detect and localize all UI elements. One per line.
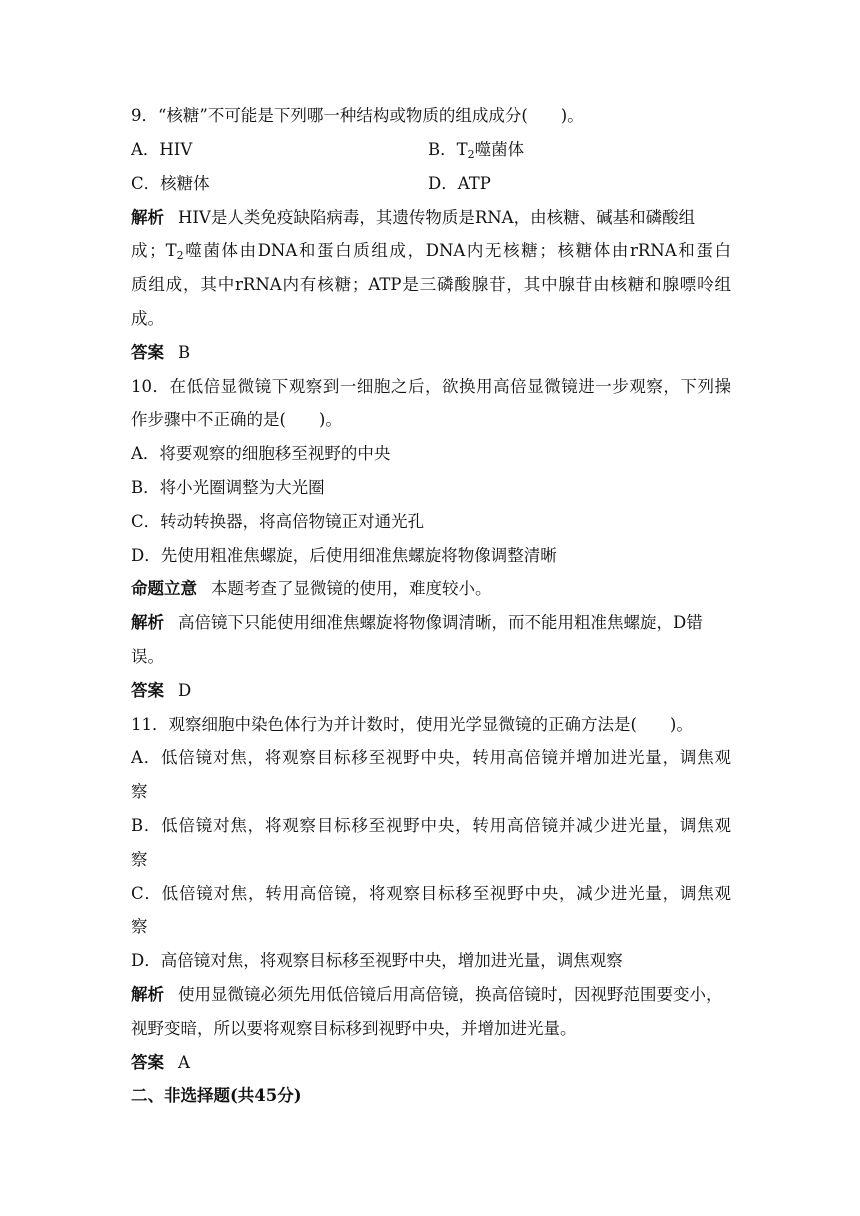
q11-option-b-line-1: B．低倍镜对焦，将观察目标移至视野中央，转用高倍镜并减少进光量，调焦观 [131,816,731,835]
q9-option-b: B．$T_2$噬菌体 [428,140,525,160]
q10-stem-line-1: 10．在低倍显微镜下观察到一细胞之后，欲换用高倍显微镜进一步观察，下列操 [131,377,731,396]
q9-option-a: A．HIV [131,140,193,159]
q10-analysis-line-1: 解析 高倍镜下只能使用细准焦螺旋将物像调清晰，而不能用粗准焦螺旋，D错 [131,613,703,632]
q11-option-b-line-2: 察 [131,850,148,869]
q11-analysis-label: 解析 [131,985,164,1004]
q10-stem-line-2: 作步骤中不正确的是( )。 [131,410,342,429]
q10-option-d: D．先使用粗准焦螺旋，后使用细准焦螺旋将物像调整清晰 [131,546,557,565]
q11-option-a-line-2: 察 [131,782,148,801]
q10-option-a: A．将要观察的细胞移至视野的中央 [131,444,391,463]
q11-option-a-line-1: A．低倍镜对焦，将观察目标移至视野中央，转用高倍镜并增加进光量，调焦观 [131,748,731,767]
q11-analysis-line-1: 解析 使用显微镜必须先用低倍镜后用高倍镜，换高倍镜时，因视野范围要变小， [131,985,723,1004]
q10-answer-label: 答案 [131,681,164,700]
q11-answer-label: 答案 [131,1053,164,1072]
q9-analysis-line-4: 成。 [131,309,164,328]
q10-answer: 答案 D [131,681,192,700]
q11-answer: 答案 A [131,1053,190,1072]
q10-analysis-label: 解析 [131,613,164,632]
q10-option-b: B．将小光圈调整为大光圈 [131,478,325,497]
section-title: 二、非选择题(共45分) [131,1086,302,1105]
q9-answer: 答案 B [131,343,191,362]
q9-analysis-label: 解析 [131,208,164,227]
q9-option-c: C．核糖体 [131,174,210,193]
q11-stem: 11．观察细胞中染色体行为并计数时，使用光学显微镜的正确方法是( )。 [131,715,693,734]
q11-option-c-line-2: 察 [131,917,148,936]
q11-option-c-line-1: C．低倍镜对焦，转用高倍镜，将观察目标移至视野中央，减少进光量，调焦观 [131,884,731,903]
q9-analysis-line-2: 成；$T_2$噬菌体由DNA和蛋白质组成，DNA内无核糖；核糖体由rRNA和蛋白 [131,241,731,261]
q10-option-c: C．转动转换器，将高倍物镜正对通光孔 [131,512,425,531]
q9-answer-label: 答案 [131,343,164,362]
q9-stem: 9．“核糖”不可能是下列哪一种结构或物质的组成成分( )。 [131,106,584,125]
q10-intent: 命题立意 本题考查了显微镜的使用，难度较小。 [131,579,492,598]
q11-option-d: D．高倍镜对焦，将观察目标移至视野中央，增加进光量，调焦观察 [131,951,623,970]
q9-option-d: D．ATP [428,174,491,193]
q10-intent-label: 命题立意 [131,579,197,598]
q11-analysis-line-2: 视野变暗，所以要将观察目标移到视野中央，并增加进光量。 [131,1019,577,1038]
q9-analysis-line-3: 质组成，其中rRNA内有核糖；ATP是三磷酸腺苷，其中腺苷由核糖和腺嘌呤组 [131,275,731,294]
q10-analysis-line-2: 误。 [131,647,164,666]
q9-analysis-line-1: 解析 HIV是人类免疫缺陷病毒，其遗传物质是RNA，由核糖、碱基和磷酸组 [131,208,696,227]
